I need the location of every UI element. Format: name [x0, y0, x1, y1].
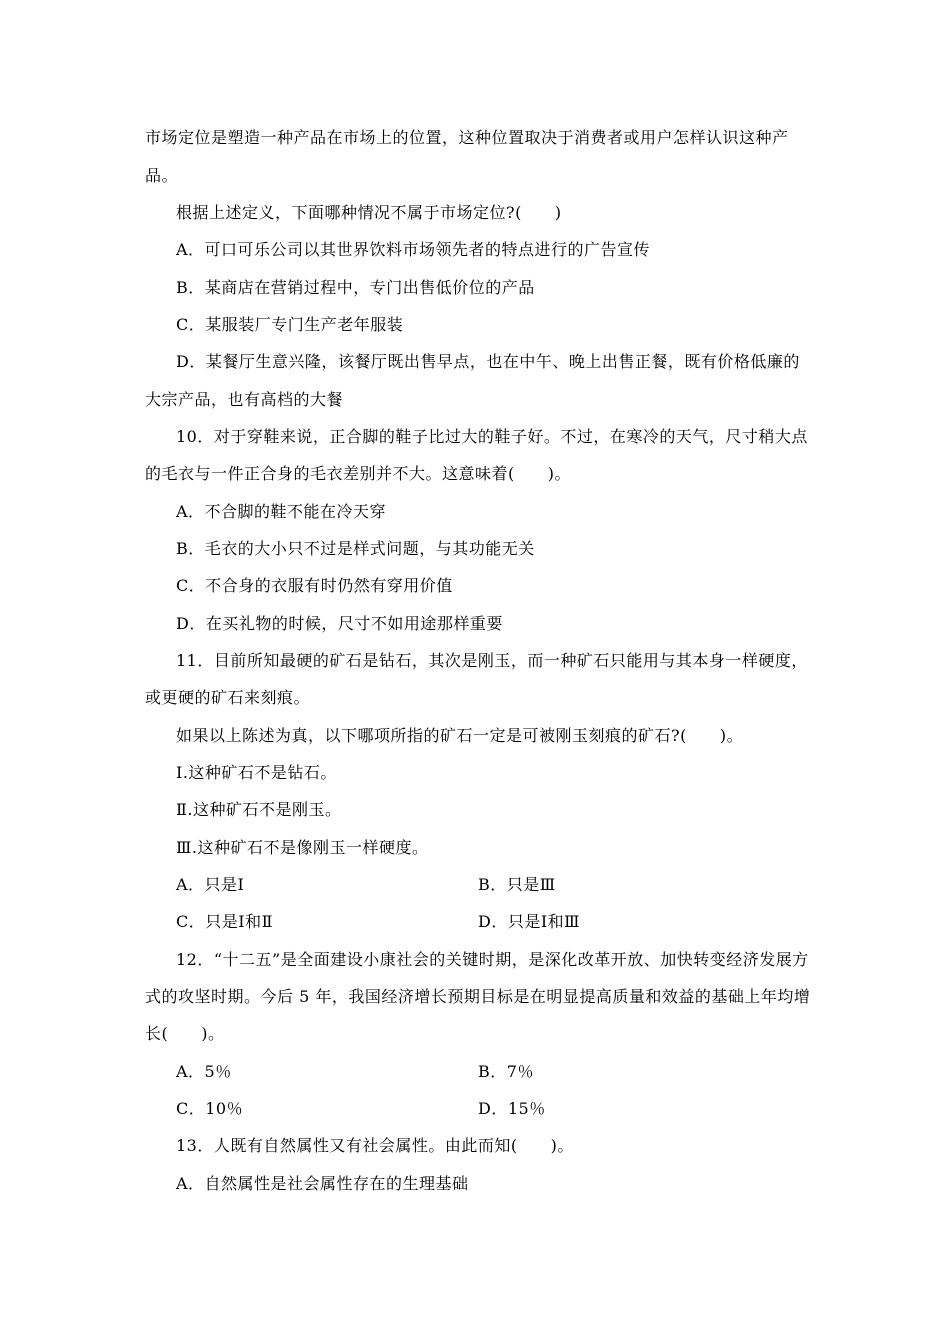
question-13-stem: 13．人既有自然属性又有社会属性。由此而知( )。 [176, 1136, 574, 1155]
paragraph-line: 市场定位是塑造一种产品在市场上的位置，这种位置取决于消费者或用户怎样认识这种产 [145, 128, 789, 147]
question-11-statement-i: Ⅰ.这种矿石不是钻石。 [176, 763, 337, 782]
question-9-option-d: D．某餐厅生意兴隆，该餐厅既出售早点，也在中午、晚上出售正餐，既有价格低廉的 [176, 352, 800, 371]
question-13-option-a: A．自然属性是社会属性存在的生理基础 [176, 1174, 469, 1193]
question-11-prompt: 如果以上陈述为真，以下哪项所指的矿石一定是可被刚玉刻痕的矿石?( )。 [176, 726, 744, 745]
question-11-statement-iii: Ⅲ.这种矿石不是像刚玉一样硬度。 [176, 838, 429, 857]
question-9-option-b: B．某商店在营销过程中，专门出售低价位的产品 [176, 278, 535, 297]
question-10-stem-cont: 的毛衣与一件正合身的毛衣差别并不大。这意味着( )。 [145, 464, 571, 483]
question-9-option-c: C．某服装厂专门生产老年服装 [176, 315, 404, 334]
question-11-statement-ii: Ⅱ.这种矿石不是刚玉。 [176, 800, 342, 819]
question-12-option-b: B．7％ [478, 1062, 534, 1081]
question-10-option-d: D．在买礼物的时候，尺寸不如用途那样重要 [176, 614, 503, 633]
question-12-stem-cont: 式的攻坚时期。今后 5 年，我国经济增长预期目标是在明显提高质量和效益的基础上年均增 [145, 987, 811, 1006]
question-10-stem: 10．对于穿鞋来说，正合脚的鞋子比过大的鞋子好。不过，在寒冷的天气，尺寸稍大点 [176, 427, 808, 446]
question-11-stem: 11．目前所知最硬的矿石是钻石，其次是刚玉，而一种矿石只能用与其本身一样硬度， [176, 651, 808, 670]
question-12-option-a: A．5％ [176, 1062, 232, 1081]
question-11-stem-cont: 或更硬的矿石来刻痕。 [145, 688, 311, 707]
question-10-option-c: C．不合身的衣服有时仍然有穿用价值 [176, 576, 453, 595]
question-10-option-b: B．毛衣的大小只不过是样式问题，与其功能无关 [176, 539, 535, 558]
question-9-option-a: A．可口可乐公司以其世界饮料市场领先者的特点进行的广告宣传 [176, 240, 651, 259]
question-12-option-d: D．15％ [478, 1099, 546, 1118]
question-9-stem: 根据上述定义，下面哪种情况不属于市场定位?( ) [176, 203, 562, 222]
question-12-stem: 12．“十二五”是全面建设小康社会的关键时期，是深化改革开放、加快转变经济发展方 [176, 950, 809, 969]
question-11-option-a: A．只是Ⅰ [176, 875, 245, 894]
question-11-option-c: C．只是Ⅰ和Ⅱ [176, 912, 273, 931]
question-10-option-a: A．不合脚的鞋不能在冷天穿 [176, 502, 387, 521]
question-11-option-b: B．只是Ⅲ [478, 875, 556, 894]
paragraph-line: 品。 [145, 166, 179, 185]
question-12-stem-cont: 长( )。 [145, 1024, 225, 1043]
question-11-option-d: D．只是Ⅰ和Ⅲ [478, 912, 581, 931]
question-9-option-d-cont: 大宗产品，也有高档的大餐 [145, 390, 344, 409]
question-12-option-c: C．10％ [176, 1099, 244, 1118]
